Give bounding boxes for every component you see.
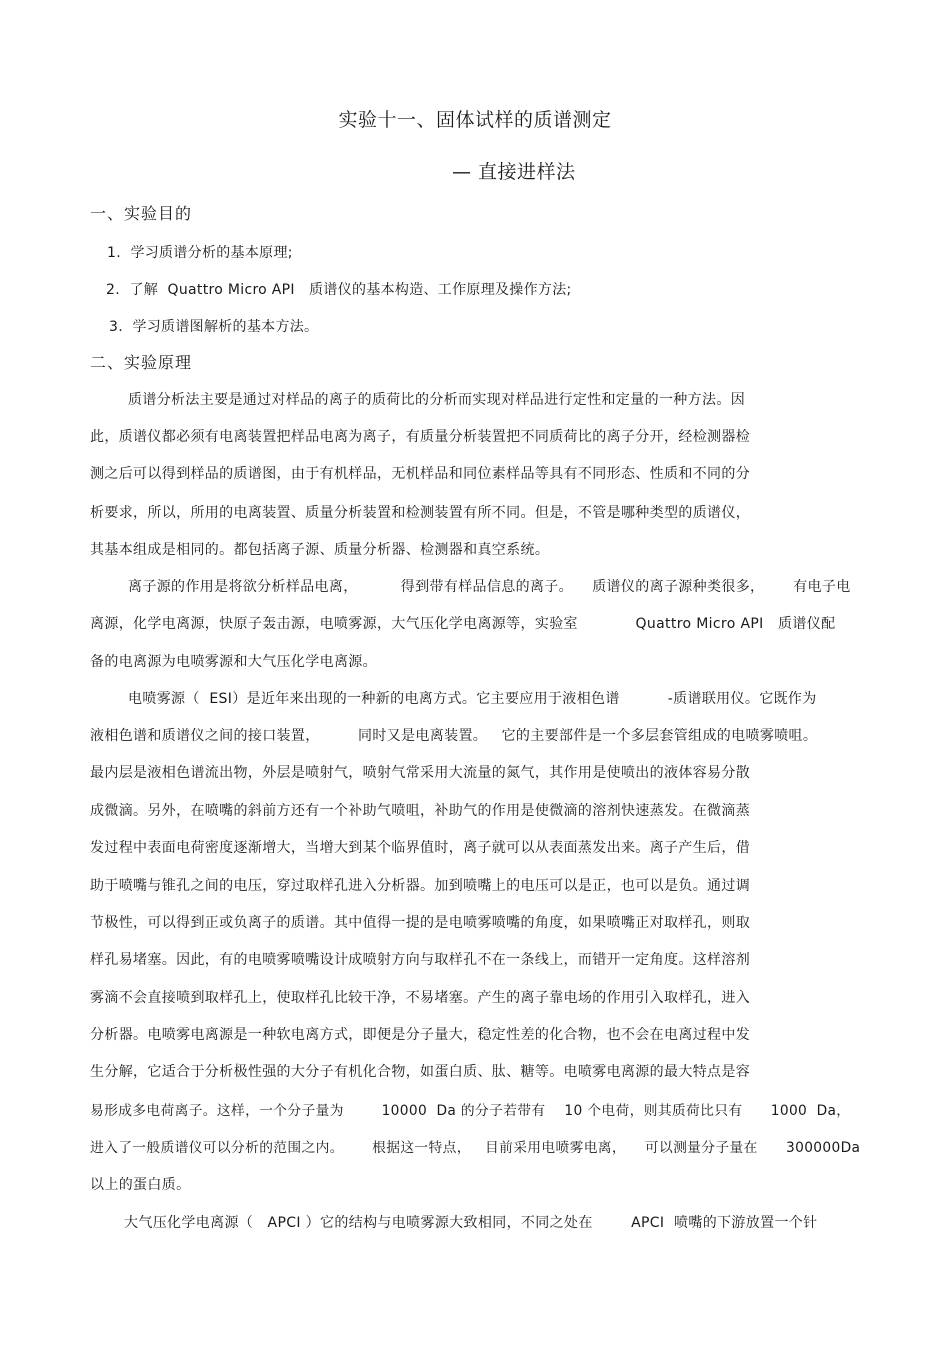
para3-line-10: 分析器。电喷雾电离源是一种软电离方式，即便是分子量大，稳定性差的化合物，也不会在电离过程中发 (90, 1027, 751, 1043)
para3-line-12: 易形成多电荷离子。这样，一个分子量为 10000 Da 的分子若带有 10 个电荷，则其质荷比只有 1000 Da， (90, 1103, 851, 1119)
para2-line-1: 离子源的作用是将欲分析样品电离， 得到带有样品信息的离子。 质谱仪的离子源种类很多， 有电子电 (128, 579, 851, 595)
para3-line-14: 以上的蛋白质。 (90, 1177, 191, 1193)
para3-line-1: 电喷雾源（ ESI）是近年来出现的一种新的电离方式。它主要应用于液相色谱 -质谱联用仪。它既作为 (128, 691, 817, 707)
para3-line-4: 成微滴。另外，在喷嘴的斜前方还有一个补助气喷咀，补助气的作用是使微滴的溶剂快速蒸发。在微滴蒸 (90, 803, 751, 819)
para3-line-13: 进入了一般质谱仪可以分析的范围之内。 根据这一特点， 目前采用电喷雾电离， 可以测量分子量在 300000Da (90, 1140, 861, 1156)
para4-line-1: 大气压化学电离源（ APCI ）它的结构与电喷雾源大致相同，不同之处在 APCI 喷嘴的下游放置一个针 (124, 1215, 818, 1231)
para3-line-7: 节极性，可以得到正或负离子的质谱。其中值得一提的是电喷雾喷嘴的角度，如果喷嘴正对取样孔，则取 (90, 915, 751, 931)
para1-line-4: 析要求，所以，所用的电离装置、质量分析装置和检测装置有所不同。但是，不管是哪种类型的质谱仪， (90, 505, 751, 521)
para3-line-3: 最内层是液相色谱流出物，外层是喷射气，喷射气常采用大流量的氮气，其作用是使喷出的液体容易分散 (90, 765, 751, 781)
para1-line-1: 质谱分析法主要是通过对样品的离子的质荷比的分析而实现对样品进行定性和定量的一种方法。因 (128, 392, 746, 408)
document-title: 实验十一、固体试样的质谱测定 (338, 109, 612, 131)
para1-line-2: 此，质谱仪都必须有电离装置把样品电离为离子，有质量分析装置把不同质荷比的离子分开，经检测器检 (90, 429, 751, 445)
para3-line-8: 样孔易堵塞。因此，有的电喷雾喷嘴设计成喷射方向与取样孔不在一条线上，而错开一定角度。这样溶剂 (90, 952, 751, 968)
para2-line-2: 离源，化学电离源，快原子轰击源，电喷雾源，大气压化学电离源等，实验室 Quattro Micro API 质谱仪配 (90, 616, 836, 632)
purpose-item-2: 2. 了解 Quattro Micro API 质谱仪的基本构造、工作原理及操作方法; (106, 282, 572, 298)
para3-line-9: 雾滴不会直接喷到取样孔上，使取样孔比较干净，不易堵塞。产生的离子靠电场的作用引入取样孔，进入 (90, 990, 751, 1006)
purpose-item-3: 3. 学习质谱图解析的基本方法。 (109, 319, 319, 335)
document-subtitle: — 直接进样法 (452, 161, 576, 183)
para3-line-5: 发过程中表面电荷密度逐渐增大，当增大到某个临界值时，离子就可以从表面蒸发出来。离子产生后，借 (90, 840, 751, 856)
purpose-item-1: 1. 学习质谱分析的基本原理; (107, 245, 293, 261)
para3-line-6: 助于喷嘴与锥孔之间的电压，穿过取样孔进入分析器。加到喷嘴上的电压可以是正，也可以是负。通过调 (90, 878, 751, 894)
para3-line-2: 液相色谱和质谱仪之间的接口装置， 同时又是电离装置。 它的主要部件是一个多层套管组成的电喷雾喷咀。 (90, 728, 818, 744)
para3-line-11: 生分解，它适合于分析极性强的大分子有机化合物，如蛋白质、肽、糖等。电喷雾电离源的最大特点是容 (90, 1064, 751, 1080)
para1-line-3: 测之后可以得到样品的质谱图，由于有机样品，无机样品和同位素样品等具有不同形态、性质和不同的分 (90, 466, 751, 482)
section-heading-principle: 二、实验原理 (90, 353, 193, 372)
para2-line-3: 备的电离源为电喷雾源和大气压化学电离源。 (90, 654, 377, 670)
section-heading-purpose: 一、实验目的 (90, 204, 193, 223)
para1-line-5: 其基本组成是相同的。都包括离子源、质量分析器、检测器和真空系统。 (90, 542, 550, 558)
